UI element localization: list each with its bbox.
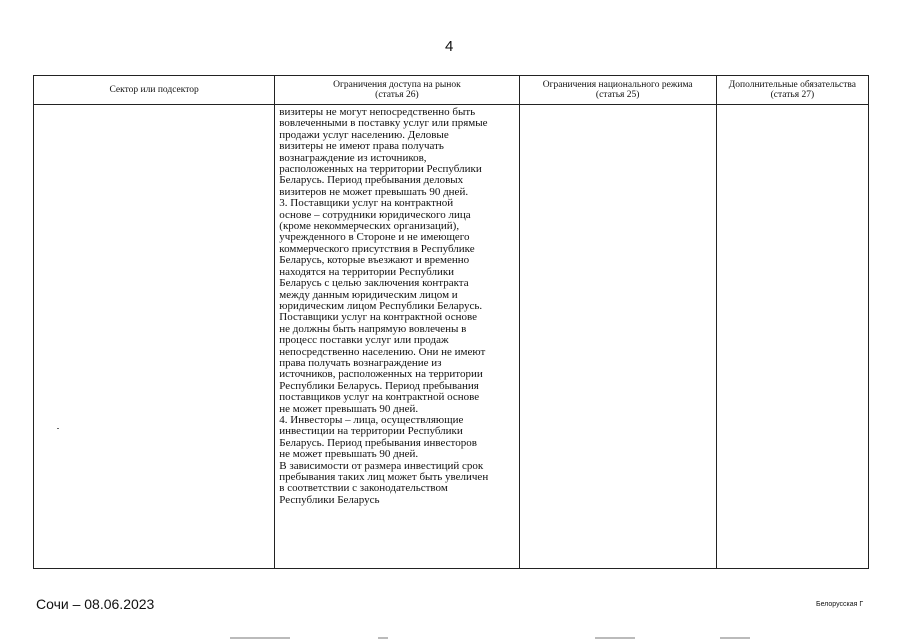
header-additional-commitments-label: Дополнительные обязательства	[728, 80, 856, 90]
header-additional-commitments-article: (статья 27)	[770, 90, 815, 100]
cell-additional-commitments	[716, 105, 868, 569]
cell-national-treatment-text	[520, 105, 716, 107]
table-row	[34, 105, 869, 569]
header-sector	[34, 76, 275, 105]
header-national-treatment-article: (статья 25)	[595, 90, 640, 100]
header-market-access-label: Ограничения доступа на рынок	[333, 80, 461, 90]
footer-place-date: Сочи – 08.06.2023	[36, 596, 155, 612]
cell-national-treatment	[519, 105, 716, 569]
cell-sector-text	[34, 105, 274, 107]
footer-initials: Белорусская Г	[816, 601, 864, 608]
header-sector-label: Сектор или подсектор	[109, 85, 199, 95]
page-number: 4	[445, 38, 454, 55]
header-national-treatment	[519, 76, 716, 105]
cell-market-access-text: визитеры не могут непосредственно быть вовлеченными в поставку услуг или прямые продажи услуг населению. Деловые визитеры не имеют права получать вознаграждение из источников, расположенных на территории Республики Беларусь. Период пребывания деловых визитеров не может превышать 90 дней. 3. Поставщики услуг на контрактной основе – сотрудники юридического лица (кроме некоммерческих организаций), учрежденного в Стороне и не имеющего коммерческого присутствия в Республике Беларусь, которые въезжают и временно находятся на территории Республики Беларусь с целью заключения контракта между данным юридическим лицом и юридическим лицом Республики Беларусь. Поставщики услуг на контрактной основе не должны быть напрямую вовлечены в процесс поставки услуг или продаж непосредственно населению. Они не имеют права получать вознаграждение из источников, расположенных на территории Республики Беларусь. Период пребывания поставщиков услуг на контрактной основе не может превышать 90 дней. 4. Инвесторы – лица, осуществляющие инвестиции на территории Республики Беларусь. Период пребывания инвесторов не может превышать 90 дней. В зависимости от размера инвестиций срок пребывания таких лиц может быть увеличен в соответствии с законодательством Республики Беларусь	[279, 106, 489, 506]
cell-additional-commitments-text	[717, 105, 868, 107]
scan-artifact	[57, 428, 59, 429]
scan-artifact	[230, 637, 290, 639]
scan-artifact	[720, 637, 750, 639]
scan-artifact	[595, 637, 635, 639]
header-additional-commitments	[716, 76, 868, 105]
scan-artifact	[378, 637, 388, 639]
header-market-access	[275, 76, 519, 105]
table-header-row	[34, 76, 869, 105]
commitments-table	[33, 75, 869, 569]
cell-sector	[34, 105, 275, 569]
header-market-access-article: (статья 26)	[375, 90, 419, 100]
header-national-treatment-label: Ограничения национального режима	[542, 80, 693, 90]
cell-market-access	[275, 105, 519, 569]
